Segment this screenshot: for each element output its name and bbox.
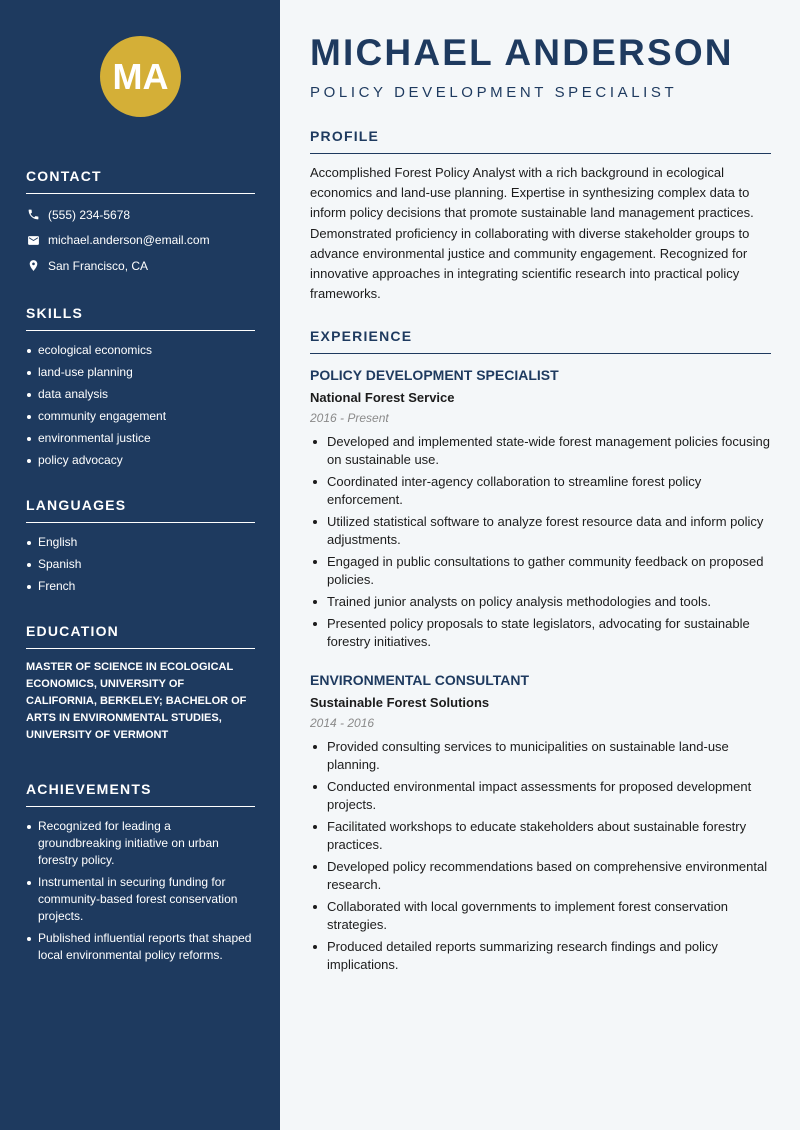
job-bullet: Developed and implemented state-wide forest management policies focusing on sustainable use. [310, 433, 771, 469]
job-bullet: Collaborated with local governments to implement forest conservation strategies. [310, 898, 771, 934]
experience-heading: EXPERIENCE [310, 328, 771, 354]
job-bullet: Conducted environmental impact assessments for proposed development projects. [310, 778, 771, 814]
location-text: San Francisco, CA [48, 258, 149, 273]
job-entry [310, 366, 771, 655]
job-bullets [310, 433, 771, 651]
achievements-heading: ACHIEVEMENTS [26, 781, 255, 807]
language-item: Spanish [26, 556, 255, 573]
languages-heading: LANGUAGES [26, 497, 255, 523]
candidate-title: POLICY DEVELOPMENT SPECIALIST [310, 84, 678, 101]
education-heading: EDUCATION [26, 623, 255, 649]
skill-item: land-use planning [26, 364, 255, 381]
languages-list [26, 534, 255, 595]
education-text: MASTER OF SCIENCE IN ECOLOGICAL ECONOMICS, UNIVERSITY OF CALIFORNIA, BERKELEY; BACHELOR OF ARTS IN ENVIRONMENTAL STUDIES, UNIVERSITY OF VERMONT [26, 661, 247, 741]
job-title: ENVIRONMENTAL CONSULTANT [310, 672, 530, 688]
contact-section [26, 168, 255, 283]
job-bullet: Coordinated inter-agency collaboration to streamline forest policy enforcement. [310, 473, 771, 509]
candidate-name: MICHAEL ANDERSON [310, 32, 734, 73]
skill-item: policy advocacy [26, 452, 255, 469]
email-text[interactable]: michael.anderson@email.com [48, 233, 210, 247]
avatar: MA [100, 36, 181, 117]
job-bullet: Produced detailed reports summarizing research findings and policy implications. [310, 938, 771, 974]
education-section [26, 623, 255, 744]
skill-item: data analysis [26, 386, 255, 403]
profile-heading: PROFILE [310, 128, 771, 154]
skills-heading: SKILLS [26, 305, 255, 331]
email-icon [26, 233, 40, 247]
contact-list [26, 206, 255, 274]
language-item: English [26, 534, 255, 551]
skill-item: community engagement [26, 408, 255, 425]
job-bullet: Trained junior analysts on policy analysis methodologies and tools. [310, 593, 771, 611]
job-bullet: Provided consulting services to municipalities on sustainable land-use planning. [310, 738, 771, 774]
languages-section [26, 497, 255, 600]
phone-text[interactable]: (555) 234-5678 [48, 207, 131, 222]
skill-item: environmental justice [26, 430, 255, 447]
skills-section [26, 305, 255, 474]
job-company: Sustainable Forest Solutions [310, 695, 490, 710]
contact-email [26, 232, 255, 249]
skill-item: ecological economics [26, 342, 255, 359]
achievement-item: Recognized for leading a groundbreaking initiative on urban forestry policy. [26, 818, 255, 869]
job-bullet: Engaged in public consultations to gather community feedback on proposed policies. [310, 553, 771, 589]
achievements-section [26, 781, 255, 969]
skills-list [26, 342, 255, 469]
job-entry [310, 671, 771, 978]
contact-heading: CONTACT [26, 168, 255, 194]
job-bullet: Presented policy proposals to state legislators, advocating for sustainable forestry initiatives. [310, 615, 771, 651]
job-bullets [310, 738, 771, 974]
job-bullet: Facilitated workshops to educate stakeholders about sustainable forestry practices. [310, 818, 771, 854]
phone-icon [26, 208, 40, 222]
job-title: POLICY DEVELOPMENT SPECIALIST [310, 367, 559, 383]
sidebar [0, 0, 280, 1130]
location-pin-icon [26, 259, 40, 273]
language-item: French [26, 578, 255, 595]
job-company: National Forest Service [310, 390, 455, 405]
contact-phone [26, 206, 255, 223]
profile-text: Accomplished Forest Policy Analyst with a rich background in ecological economics and land-use planning. Expertise in synthesizing complex data to inform policy decisions that promote sustainable land management practices. Demonstrated proficiency in collaborating with diverse stakeholder groups to advance environmental justice and community engagement. Recognized for innovative approaches in integrating scientific research into practical policy frameworks. [310, 165, 754, 302]
job-bullet: Utilized statistical software to analyze forest resource data and inform policy adjustments. [310, 513, 771, 549]
job-dates: 2014 - 2016 [310, 716, 375, 730]
achievement-item: Published influential reports that shaped local environmental policy reforms. [26, 930, 255, 964]
achievements-list [26, 818, 255, 964]
contact-location [26, 257, 255, 274]
job-bullet: Developed policy recommendations based on comprehensive environmental research. [310, 858, 771, 894]
achievement-item: Instrumental in securing funding for community-based forest conservation projects. [26, 874, 255, 925]
job-dates: 2016 - Present [310, 411, 389, 425]
